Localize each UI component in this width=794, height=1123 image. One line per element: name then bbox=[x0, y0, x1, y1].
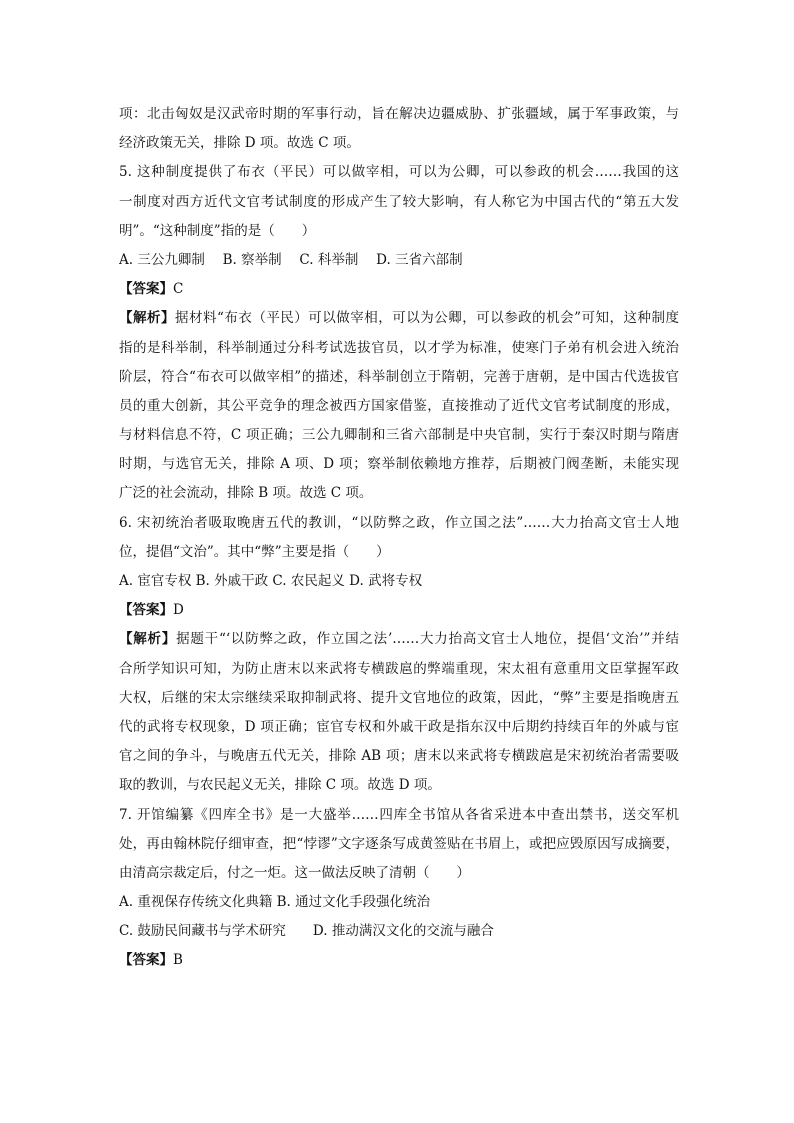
question-6-options: A. 宦官专权 B. 外戚干政 C. 农民起义 D. 武将专权 bbox=[119, 573, 423, 589]
question-6-analysis: 代的武将专权现象，D 项正确；宦官专权和外戚干政是指东汉中后期约持续百年的外戚与宦 bbox=[119, 718, 679, 735]
question-6-stem: 位，提倡“文治”。其中“弊”主要是指（ ） bbox=[119, 543, 390, 560]
text-line: 经济政策无关，排除 D 项。故选 C 项。 bbox=[119, 135, 360, 152]
section-label: 【答案】 bbox=[119, 952, 173, 969]
question-7-stem: 由清高宗裁定后，付之一炬。这一做法反映了清朝（ ） bbox=[119, 864, 470, 881]
question-5-analysis: 员的重大创新，其公平竞争的理念被西方国家借鉴，直接推动了近代文官考试制度的形成， bbox=[119, 397, 679, 414]
question-6-analysis: 取的教训，与农民起义无关，排除 C 项。故选 D 项。 bbox=[119, 777, 441, 794]
question-5-analysis: 与材料信息不符，C 项正确；三公九卿制和三省六部制是中央官制，实行于秦汉时期与隋唐 bbox=[119, 427, 679, 444]
question-6-analysis: 官之间的争斗，与晚唐五代无关，排除 AB 项；唐末以来武将专横跋扈是宋初统治者需要吸 bbox=[119, 748, 679, 765]
question-5-analysis: 广泛的社会流动，排除 B 项。故选 C 项。 bbox=[119, 485, 373, 502]
question-7-stem: 处，再由翰林院仔细审查，把“悖谬”文字逐条写成黄签贴在书眉上，或把应毁原因写成摘要， bbox=[119, 835, 679, 852]
document-page bbox=[119, 100, 679, 976]
question-5-analysis: 【解析】据材料“布衣（平民）可以做宰相，可以为公卿，可以参政的机会”可知，这种制度 bbox=[119, 310, 679, 327]
question-6-analysis: 合所学知识可知，为防止唐末以来武将专横跋扈的弊端重现，宋太祖有意重用文臣掌握军政 bbox=[119, 660, 679, 677]
question-7-options: A. 重视保存传统文化典籍 B. 通过文化手段强化统治 bbox=[119, 894, 431, 911]
question-7-options: C. 鼓励民间藏书与学术研究 D. 推动满汉文化的交流与融合 bbox=[119, 923, 494, 940]
section-label: 【答案】 bbox=[119, 602, 173, 619]
section-label: 【解析】 bbox=[119, 631, 177, 648]
question-5-options: A. 三公九卿制 B. 察举制 C. 科举制 D. 三省六部制 bbox=[119, 251, 463, 268]
question-7-answer: 【答案】B bbox=[119, 952, 183, 969]
section-label: 【解析】 bbox=[119, 310, 175, 327]
question-5-stem: 一制度对西方近代文官考试制度的形成产生了较大影响，有人称它为中国古代的“第五大发 bbox=[119, 193, 679, 210]
text-line: 项：北击匈奴是汉武帝时期的军事行动，旨在解决边疆威胁、扩张疆域，属于军事政策，与 bbox=[119, 106, 679, 122]
question-5-answer: 【答案】C bbox=[119, 281, 184, 298]
question-5-stem: 5. 这种制度提供了布衣（平民）可以做宰相，可以为公卿，可以参政的机会……我国的这 bbox=[119, 164, 679, 181]
question-5-analysis: 指的是科举制，科举制通过分科考试选拔官员，以才学为标准，使寒门子弟有机会进入统治 bbox=[119, 339, 679, 356]
question-5-analysis: 时期，与选官无关，排除 A 项、D 项；察举制依赖地方推荐，后期被门阀垄断，未能实现 bbox=[119, 456, 679, 473]
question-6-answer: 【答案】D bbox=[119, 602, 184, 619]
section-label: 【答案】 bbox=[119, 281, 173, 298]
question-6-analysis: 大权，后继的宋太宗继续采取抑制武将、提升文官地位的政策，因此，“弊”主要是指晚唐五 bbox=[119, 689, 679, 706]
question-5-stem: 明”。“这种制度”指的是（ ） bbox=[119, 222, 316, 239]
question-6-analysis: 【解析】据题干“‘以防弊之政，作立国之法’……大力抬高文官士人地位，提倡‘文治’”并结 bbox=[119, 631, 679, 648]
question-5-analysis: 阶层，符合“布衣可以做宰相”的描述，科举制创立于隋朝，完善于唐朝，是中国古代选拔官 bbox=[119, 368, 679, 385]
question-6-stem: 6. 宋初统治者吸取晚唐五代的教训，“以防弊之政，作立国之法”……大力抬高文官士人地 bbox=[119, 514, 679, 531]
question-7-stem: 7. 开馆编纂《四库全书》是一大盛举……四库全书馆从各省采进本中查出禁书，送交军机 bbox=[119, 806, 679, 823]
